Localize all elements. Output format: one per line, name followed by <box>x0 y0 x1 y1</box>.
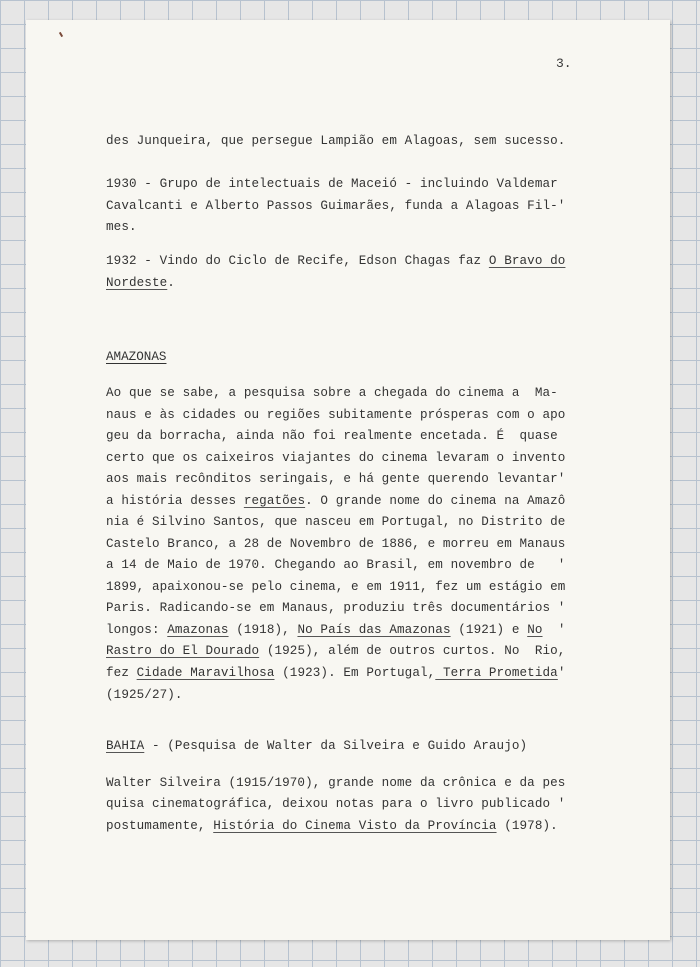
section-heading-bahia <box>106 739 527 753</box>
text-line <box>106 644 565 658</box>
text-line: 1930 - Grupo de intelectuais de Maceió - incluindo Valdemar <box>106 177 558 191</box>
film-title: Rastro do El Dourado <box>106 644 260 658</box>
text-segment: (1918), <box>228 623 298 637</box>
text-line: a 14 de Maio de 1970. Chegando ao Brasil, em novembro de ' <box>106 558 566 572</box>
text-segment: a história desses <box>106 494 244 508</box>
text-segment: (1921) e <box>450 623 528 637</box>
film-title: Nordeste <box>106 276 168 290</box>
text-line: Ao que se sabe, a pesquisa sobre a chegada do cinema a Ma- <box>106 386 558 400</box>
text-line: mes. <box>106 220 137 234</box>
text-line: certo que os caixeiros viajantes do cinema levaram o invento <box>106 451 566 465</box>
text-line: geu da borracha, ainda não foi realmente encetada. É quase <box>106 429 558 443</box>
film-title: Amazonas <box>167 623 229 637</box>
text-line <box>106 623 566 637</box>
text-segment: postumamente, <box>106 819 214 833</box>
text-line: quisa cinematográfica, deixou notas para o livro publicado ' <box>106 797 566 811</box>
text-line: des Junqueira, que persegue Lampião em Alagoas, sem sucesso. <box>106 134 566 148</box>
text-line: aos mais recônditos seringais, e há gente querendo levantar' <box>106 472 566 486</box>
text-segment: ' <box>557 666 566 680</box>
text-line: Paris. Radicando-se em Manaus, produziu três documentários ' <box>106 601 566 615</box>
text-line <box>106 254 565 268</box>
text-segment: - (Pesquisa de Walter da Silveira e Guido Araujo) <box>144 739 528 753</box>
text-segment: (1978). <box>496 819 558 833</box>
text-segment: (1923). Em Portugal, <box>274 666 436 680</box>
text-line: nia é Silvino Santos, que nasceu em Portugal, no Distrito de <box>106 515 566 529</box>
text-segment: . <box>167 276 175 290</box>
text-line <box>106 494 565 508</box>
text-line <box>106 666 566 680</box>
section-heading-amazonas: AMAZONAS <box>106 350 167 364</box>
film-title: No País das Amazonas <box>297 623 451 637</box>
book-title: História do Cinema Visto da Província <box>213 819 497 833</box>
text-line: naus e às cidades ou regiões subitamente prósperas com o apo <box>106 408 566 422</box>
film-title: Terra Prometida <box>435 666 558 680</box>
text-segment: (1925), além de outros curtos. No Rio, <box>259 644 566 658</box>
text-line: 1899, apaixonou-se pelo cinema, e em 1911, fez um estágio em <box>106 580 566 594</box>
text-line <box>106 276 175 290</box>
text-segment: 1932 - Vindo do Ciclo de Recife, Edson Chagas faz <box>106 254 489 268</box>
pen-mark <box>59 32 63 37</box>
section-heading-label: BAHIA <box>106 739 145 753</box>
text-segment: ' <box>542 623 566 637</box>
page-number: 3. <box>556 56 572 71</box>
text-line: Castelo Branco, a 28 de Novembro de 1886, e morreu em Manaus <box>106 537 566 551</box>
text-segment: . O grande nome do cinema na Amazô <box>305 494 566 508</box>
text-segment: fez <box>106 666 137 680</box>
text-segment: longos: <box>106 623 168 637</box>
film-title: No <box>527 623 543 637</box>
film-title: Cidade Maravilhosa <box>136 666 275 680</box>
text-line: (1925/27). <box>106 688 183 702</box>
text-line: Cavalcanti e Alberto Passos Guimarães, funda a Alagoas Fil-' <box>106 199 566 213</box>
film-title: O Bravo do <box>488 254 566 268</box>
text-line: Walter Silveira (1915/1970), grande nome da crônica e da pes <box>106 776 566 790</box>
text-line <box>106 819 558 833</box>
underlined-term: regatões <box>243 494 306 508</box>
